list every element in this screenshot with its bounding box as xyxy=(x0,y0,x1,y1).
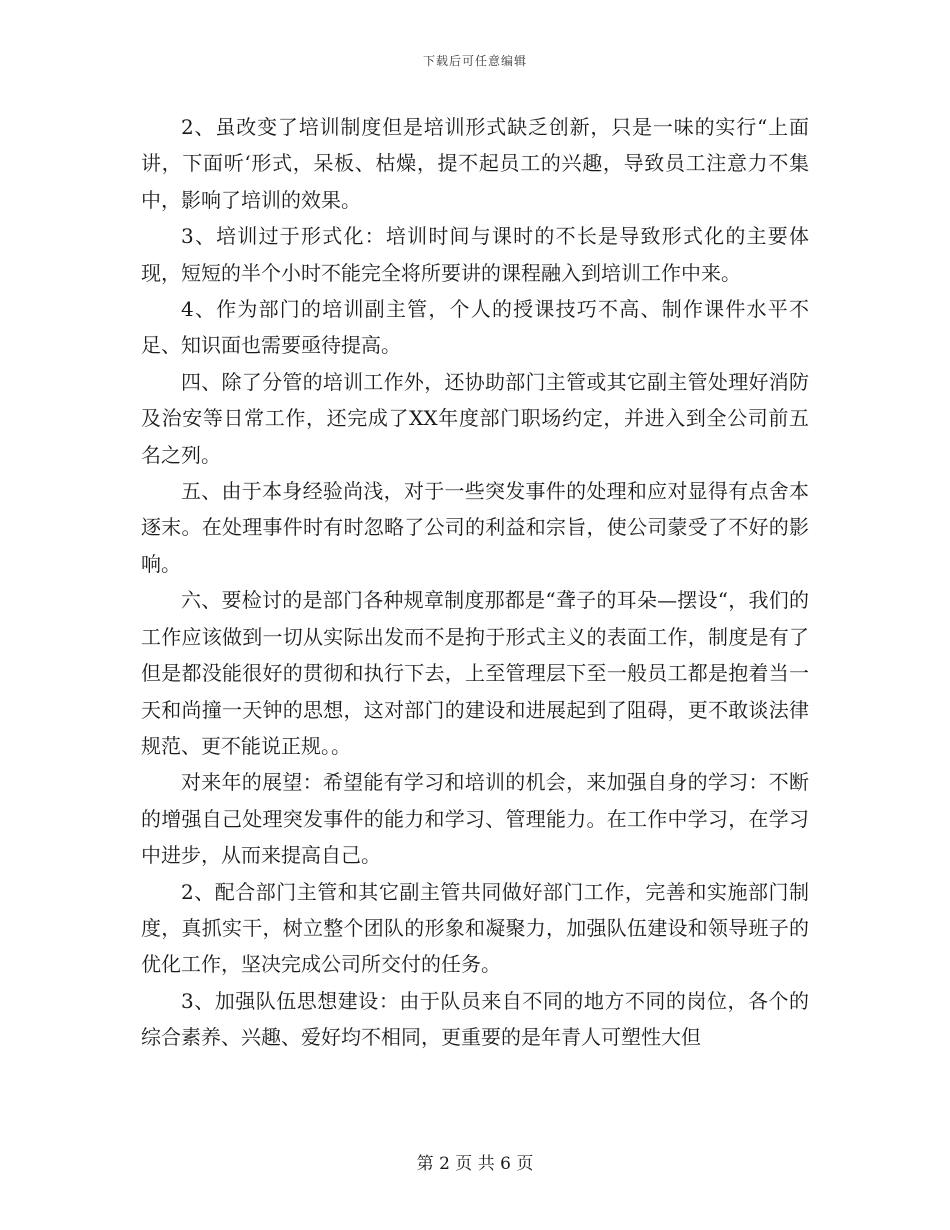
paragraph: 3、加强队伍思想建设：由于队员来自不同的地方不同的岗位，各个的综合素养、兴趣、爱好均不相同，更重要的是年青人可塑性大但 xyxy=(141,988,809,1050)
paragraph: 对来年的展望：希望能有学习和培训的机会，来加强自身的学习：不断的增强自己处理突发事件的能力和学习、管理能力。在工作中学习，在学习中进步，从而来提高自己。 xyxy=(141,770,809,868)
page-header: 下载后可任意编辑 xyxy=(422,54,527,68)
paragraph: 4、作为部门的培训副主管，个人的授课技巧不高、制作课件水平不足、知识面也需要亟待提高。 xyxy=(141,297,809,358)
paragraph: 2、配合部门主管和其它副主管共同做好部门工作，完善和实施部门制度，真抓实干，树立整个团队的形象和凝聚力，加强队伍建设和领导班子的优化工作，坚决完成公司所交付的任务。 xyxy=(141,879,809,977)
page-number-footer: 第 2 页 共 6 页 xyxy=(416,1154,534,1174)
paragraph: 六、要检讨的是部门各种规章制度那都是“聋子的耳朵—摆设“，我们的工作应该做到一切从实际出发而不是拘于形式主义的表面工作，制度是有了但是都没能很好的贯彻和执行下去，上至管理层下至一般员工都是抱着当一天和尚撞一天钟的思想，这对部门的建设和进展起到了阻碍，更不敢谈法律规范、更不能说正规。。 xyxy=(141,588,809,758)
paragraph: 2、虽改变了培训制度但是培训形式缺乏创新，只是一味的实行“上面讲，下面听‘形式，呆板、枯燥，提不起员工的兴趣，导致员工注意力不集中，影响了培训的效果。 xyxy=(141,115,809,212)
document-body xyxy=(141,109,809,1056)
paragraph: 四、除了分管的培训工作外，还协助部门主管或其它副主管处理好消防及治安等日常工作，还完成了XX年度部门职场约定，并进入到全公司前五名之列。 xyxy=(141,369,809,467)
paragraph: 3、培训过于形式化：培训时间与课时的不长是导致形式化的主要体现，短短的半个小时不能完全将所要讲的课程融入到培训工作中来。 xyxy=(141,224,809,285)
paragraph: 五、由于本身经验尚浅，对于一些突发事件的处理和应对显得有点舍本逐末。在处理事件时有时忽略了公司的利益和宗旨，使公司蒙受了不好的影响。 xyxy=(141,479,809,576)
